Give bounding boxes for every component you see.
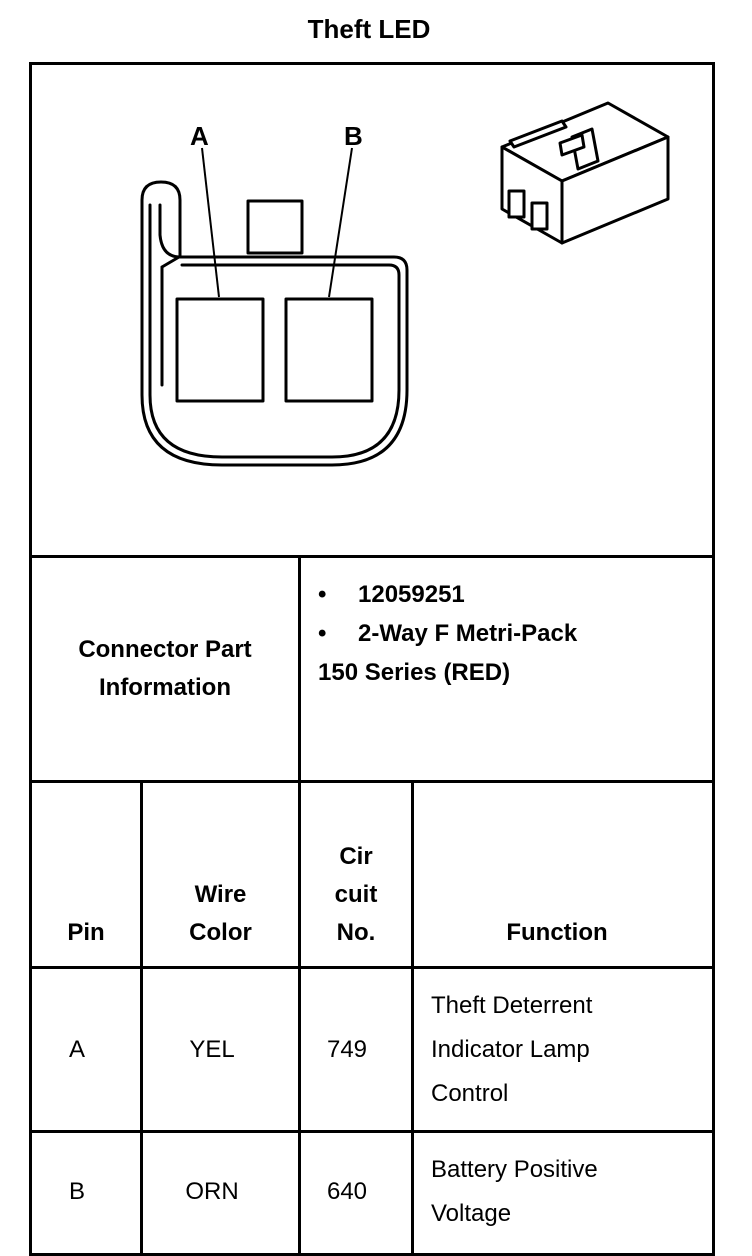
leader-line-b — [329, 148, 352, 297]
header-line: Wire — [194, 881, 247, 908]
function-line: Indicator Lamp — [431, 1036, 590, 1063]
terminal-cavity-b — [286, 299, 372, 401]
divider-line — [29, 966, 715, 969]
divider-line — [29, 1130, 715, 1133]
terminal-cavity-a — [177, 299, 263, 401]
row-b-circuit: 640 — [326, 1178, 368, 1205]
divider-line — [29, 780, 715, 783]
header-line: Color — [189, 919, 252, 946]
leader-line-a — [202, 148, 219, 297]
part-number: 12059251 — [358, 581, 465, 608]
part-info-item — [318, 614, 708, 653]
header-line: No. — [336, 919, 376, 946]
header-pin: Pin — [67, 919, 105, 946]
function-line: Voltage — [431, 1200, 512, 1227]
connector-part-label-line: Connector Part — [78, 636, 252, 663]
function-line: Control — [431, 1080, 509, 1107]
connector-part-info — [318, 575, 708, 692]
header-wire-color — [143, 876, 298, 952]
connector-face-outline — [142, 205, 407, 465]
connector-lock-bump — [248, 201, 302, 253]
row-b-wire-color: ORN — [185, 1178, 239, 1205]
connector-type: 2-Way F Metri-Pack — [358, 620, 578, 647]
connector-series: 150 Series (RED) — [318, 659, 511, 686]
header-function: Function — [506, 919, 608, 946]
header-circuit-no — [301, 838, 411, 952]
bullet-glyph: • — [318, 581, 327, 608]
row-a-wire-color: YEL — [189, 1036, 235, 1063]
connector-face-inner-outline — [150, 205, 399, 457]
divider-line — [411, 783, 414, 1256]
function-line: Battery Positive — [431, 1156, 598, 1183]
row-a-pin: A — [68, 1036, 85, 1063]
header-line: cuit — [334, 881, 378, 908]
bullet-glyph: • — [318, 620, 327, 647]
page-title: Theft LED — [307, 14, 431, 44]
pin-label-b: B — [344, 121, 363, 151]
row-a-circuit: 749 — [326, 1036, 368, 1063]
header-line: Cir — [339, 843, 373, 870]
row-b-function — [431, 1148, 598, 1236]
connector-part-label — [32, 558, 298, 780]
part-info-item — [318, 575, 708, 614]
connector-part-label-line: Information — [98, 674, 231, 701]
connector-3d-view — [502, 103, 668, 243]
connector-diagram — [32, 65, 712, 555]
row-b-pin: B — [68, 1178, 85, 1205]
row-a-function — [431, 984, 592, 1116]
function-line: Theft Deterrent — [431, 992, 593, 1019]
pin-label-a: A — [190, 121, 209, 151]
